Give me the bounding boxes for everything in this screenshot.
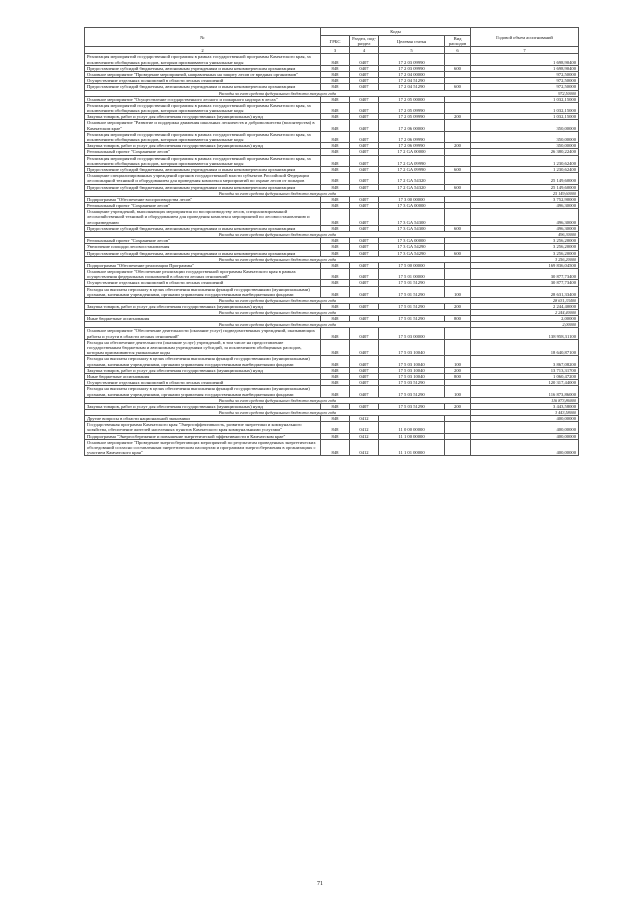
row-target: 17 5 03 51290 [379,403,445,409]
row-sum: 496,30000 [471,203,579,209]
table-row [85,102,579,113]
row-grbs: 848 [321,286,350,297]
page-number: 71 [317,881,323,887]
row-type: 200 [445,114,471,120]
row-grbs: 848 [321,380,350,386]
row-name: Реализация мероприятий государственной программы в рамках государственной программы Камчатского края, за исключением обобщенных расходов, которым присваиваются уникальные коды [85,131,321,142]
row-section: 0407 [350,225,379,231]
row-grbs: 848 [321,339,350,356]
row-sum: 400,00000 [471,422,579,433]
note-text: Расходы за счет средств федерального бюджета текущего года [85,232,471,238]
row-target: 17 3 00 00000 [379,196,445,202]
row-section: 0407 [350,149,379,155]
row-type [445,268,471,279]
row-sum: 3 256,20000 [471,250,579,256]
row-name: Осуществление отдельных полномочий в области лесных отношений [85,78,321,84]
row-target: 17 2 06 09990 [379,143,445,149]
row-type [445,102,471,113]
row-sum: 3 443,58000 [471,403,579,409]
row-name: Основное мероприятие "Проведение энергосберегающих мероприятий по результатам проведенных энергетических обследований согласно составленным энергетическим паспортам и программам энергосбережения в организациях с участием Камчатского края" [85,439,321,456]
row-sum: 1 230,62400 [471,167,579,173]
row-name: Предоставление субсидий бюджетным, автономным учреждениям и иным некоммерческим организациям [85,84,321,90]
row-section: 0407 [350,209,379,226]
row-name: Расходы на выплаты персоналу в целях обеспечения выполнения функций государственными (муниципальными) органами, казенными учреждениями, органами управления государственными внебюджетными фондами [85,286,321,297]
row-name: Расходы на выплаты персоналу в целях обеспечения выполнения функций государственными (муниципальными) органами, казенными учреждениями, органами управления государственными внебюджетными фондами [85,356,321,367]
row-section: 0407 [350,54,379,65]
row-grbs: 848 [321,373,350,379]
row-name: Основное мероприятие "Проведение мероприятий, направленных на защиту лесов от вредных организмов" [85,72,321,78]
row-target: 17 5 03 10040 [379,356,445,367]
row-section: 0407 [350,244,379,250]
row-sum: 350,00000 [471,120,579,131]
table-row [85,286,579,297]
row-sum: 1 698,90400 [471,54,579,65]
row-name: Увеличение площади лесовосстановления [85,244,321,250]
row-type: 200 [445,143,471,149]
row-target: 17 2 03 09990 [379,65,445,71]
row-target: 17 5 03 10040 [379,339,445,356]
header-num: № [85,28,321,47]
row-section: 0407 [350,380,379,386]
table-row [85,173,579,184]
row-sum: 25 149,60000 [471,173,579,184]
row-sum: 26 380,22400 [471,149,579,155]
row-target: 17 5 01 51290 [379,303,445,309]
row-sum: 13 713,31700 [471,367,579,373]
row-sum: 350,00000 [471,143,579,149]
row-target: 17 2 GA 09990 [379,167,445,173]
row-section: 0407 [350,131,379,142]
row-type: 100 [445,286,471,297]
row-name: Региональный проект "Сохранение лесов" [85,238,321,244]
row-grbs: 848 [321,268,350,279]
row-sum: 25 149,60000 [471,184,579,190]
row-type: 600 [445,250,471,256]
row-name: Предоставление субсидий бюджетным, автономным учреждениям и иным некоммерческим организациям [85,65,321,71]
row-sum: 3 256,20000 [471,244,579,250]
row-section: 0407 [350,328,379,339]
row-target: 17 5 03 00000 [379,328,445,339]
note-text: Расходы за счет средств федерального бюджета текущего года [85,322,471,328]
row-section: 0407 [350,84,379,90]
row-section: 0412 [350,439,379,456]
row-target: 17 2 04 51290 [379,84,445,90]
row-type [445,328,471,339]
table-row [85,439,579,456]
row-grbs: 848 [321,415,350,421]
row-grbs: 848 [321,203,350,209]
row-sum: 1 698,90400 [471,65,579,71]
row-target: 17 3 GA 54300 [379,225,445,231]
row-section: 0407 [350,78,379,84]
row-type [445,131,471,142]
table-row [85,120,579,131]
row-grbs: 848 [321,403,350,409]
row-type: 800 [445,316,471,322]
row-target: 17 2 04 00000 [379,72,445,78]
row-grbs: 848 [321,209,350,226]
row-grbs: 848 [321,238,350,244]
row-grbs: 848 [321,173,350,184]
row-sum: 30 877,73400 [471,268,579,279]
row-section: 0407 [350,72,379,78]
row-grbs: 848 [321,196,350,202]
note-sum: 972,50000 [471,90,579,96]
row-grbs: 848 [321,143,350,149]
row-section: 0407 [350,96,379,102]
row-section: 0407 [350,262,379,268]
row-sum: 3 752,90000 [471,196,579,202]
row-sum: 2,00000 [471,316,579,322]
row-grbs: 848 [321,184,350,190]
note-text: Расходы за счет средств федерального бюджета текущего года [85,397,471,403]
table-row [85,422,579,433]
row-target: 17 5 03 51290 [379,386,445,397]
row-sum: 1 032,15000 [471,96,579,102]
row-sum: 972,50000 [471,78,579,84]
row-name: Реализация мероприятий государственной программы в рамках государственной программы Камчатского края, за исключением обобщенных расходов, которым присваиваются уникальные коды [85,102,321,113]
row-type: 200 [445,367,471,373]
row-grbs: 848 [321,155,350,166]
row-name: Предоставление субсидий бюджетным, автономным учреждениям и иным некоммерческим организациям [85,250,321,256]
row-section: 0407 [350,268,379,279]
header-total: Годовой объем ассигнований [471,28,579,47]
table-row [85,209,579,226]
row-section: 0407 [350,250,379,256]
row-section: 0407 [350,143,379,149]
row-grbs: 848 [321,386,350,397]
row-section: 0407 [350,120,379,131]
row-type: 100 [445,356,471,367]
row-type: 200 [445,403,471,409]
note-text: Расходы за счет средств федерального бюджета текущего года [85,256,471,262]
row-sum: 350,00000 [471,131,579,142]
row-sum: 400,00000 [471,439,579,456]
row-sum: 116 873,86000 [471,386,579,397]
row-type [445,339,471,356]
row-target: 17 2 05 09990 [379,102,445,113]
row-grbs: 848 [321,72,350,78]
row-target: 17 2 GA 00000 [379,149,445,155]
row-section: 0407 [350,367,379,373]
row-section: 0412 [350,415,379,421]
col-number: 4 [350,47,379,54]
row-name: Предоставление субсидий бюджетным, автономным учреждениям и иным некоммерческим организациям [85,225,321,231]
row-sum: 3 867,08200 [471,356,579,367]
row-section: 0407 [350,196,379,202]
note-sum: 28 631,33400 [471,297,579,303]
row-grbs: 848 [321,262,350,268]
row-section: 0407 [350,386,379,397]
row-target: 17 2 GA 54320 [379,173,445,184]
row-name: Основное мероприятие "Обеспечение реализации государственной программы Камчатского края в рамках осуществления федеральных полномочий в области лесных отношений" [85,268,321,279]
row-grbs: 848 [321,114,350,120]
row-grbs: 848 [321,250,350,256]
row-name: Основное мероприятие "Обеспечение деятельности (оказание услуг) подведомственных учреждений, оказывающих работы и услуги в области лесных отношений" [85,328,321,339]
row-target: 17 5 01 51290 [379,280,445,286]
row-target: 17 5 03 10040 [379,367,445,373]
row-grbs: 848 [321,422,350,433]
row-sum: 138 958,31100 [471,328,579,339]
row-name: Иные бюджетные ассигнования [85,373,321,379]
note-sum: 3 443,58000 [471,409,579,415]
row-grbs: 848 [321,102,350,113]
row-name: Реализация мероприятий государственной программы в рамках государственной программы Камчатского края, за исключением обобщенных расходов, которым присваиваются уникальные коды [85,54,321,65]
row-type: 600 [445,65,471,71]
row-name: Государственная программа Камчатского края "Энергоэффективность, развитие энергетики и коммунального хозяйства, обеспечение жителей населенных пунктов Камчатского края коммунальными услугами" [85,422,321,433]
row-target: 17 3 GA 54290 [379,250,445,256]
note-text: Расходы за счет средств федерального бюджета текущего года [85,90,471,96]
row-target: 11 1 00 00000 [379,433,445,439]
row-type: 800 [445,373,471,379]
header-codes: Коды [321,28,471,36]
row-grbs: 848 [321,54,350,65]
row-sum: 496,30000 [471,209,579,226]
row-grbs: 848 [321,149,350,155]
budget-table-sheet [84,27,578,456]
row-section: 0407 [350,102,379,113]
note-text: Расходы за счет средств федерального бюджета текущего года [85,297,471,303]
row-grbs: 848 [321,280,350,286]
row-sum: 18 640,87100 [471,339,579,356]
row-target: 17 5 01 51290 [379,286,445,297]
table-row [85,268,579,279]
row-grbs: 848 [321,328,350,339]
row-sum: 169 836,04500 [471,262,579,268]
row-type: 600 [445,225,471,231]
row-grbs: 848 [321,225,350,231]
row-sum: 28 631,33400 [471,286,579,297]
row-grbs: 848 [321,78,350,84]
row-name: Основное мероприятие "Развитие и поддержка движения школьных лесничеств и добровольчества (волонтерства) в Камчатском крае" [85,120,321,131]
note-text: Расходы за счет средств федерального бюджета текущего года [85,310,471,316]
row-type: 600 [445,167,471,173]
header-target: Целевая статья [379,36,445,47]
header-type: Вид расходов [445,36,471,47]
budget-table [84,27,579,456]
row-section: 0412 [350,433,379,439]
table-row [85,356,579,367]
row-sum: 400,00000 [471,415,579,421]
table-row [85,328,579,339]
note-sum: 25 149,60000 [471,190,579,196]
row-section: 0407 [350,303,379,309]
note-text: Расходы за счет средств федерального бюджета текущего года [85,409,471,415]
row-target: 17 3 GA 54300 [379,209,445,226]
row-section: 0407 [350,339,379,356]
row-name: Осуществление отдельных полномочий в области лесных отношений [85,380,321,386]
header-section: Раздел, под-раздел [350,36,379,47]
row-type: 100 [445,386,471,397]
table-row [85,155,579,166]
table-body [85,54,579,456]
row-name: Закупка товаров, работ и услуг для обеспечения государственных (муниципальных) нужд [85,303,321,309]
row-name: Подпрограмма "Обеспечение реализации Программы" [85,262,321,268]
row-name: Предоставление субсидий бюджетным, автономным учреждениям и иным некоммерческим организациям [85,167,321,173]
row-target: 11 1 01 00000 [379,439,445,456]
row-section: 0407 [350,280,379,286]
row-section: 0407 [350,65,379,71]
row-type [445,54,471,65]
row-sum: 400,00000 [471,433,579,439]
row-section: 0412 [350,422,379,433]
note-sum: 116 873,86000 [471,397,579,403]
row-target: 17 2 GA 09990 [379,155,445,166]
row-grbs: 848 [321,131,350,142]
row-target: 11 0 00 00000 [379,422,445,433]
table-row [85,386,579,397]
row-section: 0407 [350,173,379,184]
row-target: 17 3 GA 00000 [379,238,445,244]
row-type [445,155,471,166]
row-name: Региональный проект "Сохранение лесов" [85,149,321,155]
row-type [445,209,471,226]
row-grbs: 848 [321,96,350,102]
row-name: Оснащение специализированных учреждений органов государственной власти субъектов Российской Федерации лесопожарной техникой и оборудованием для проведения комплекса мероприятий по охране лесов от пожаров [85,173,321,184]
row-grbs: 848 [321,439,350,456]
row-sum: 2 244,40000 [471,303,579,309]
row-target: 17 2 05 09990 [379,114,445,120]
row-section: 0407 [350,114,379,120]
row-type [445,173,471,184]
row-target: 17 2 GA 54320 [379,184,445,190]
row-grbs: 848 [321,65,350,71]
row-grbs: 848 [321,367,350,373]
table-row [85,54,579,65]
row-section: 0407 [350,184,379,190]
row-grbs: 848 [321,316,350,322]
row-sum: 1 032,15000 [471,102,579,113]
row-grbs: 848 [321,433,350,439]
row-grbs: 848 [321,167,350,173]
row-target: 17 5 01 00000 [379,268,445,279]
row-target: 17 2 06 09990 [379,131,445,142]
column-number-row [85,47,579,54]
row-type: 200 [445,303,471,309]
col-number: 3 [321,47,350,54]
row-name: Предоставление субсидий бюджетным, автономным учреждениям и иным некоммерческим организациям [85,184,321,190]
row-grbs: 848 [321,356,350,367]
row-name: Подпрограмма "Обеспечение воспроизводства лесов" [85,196,321,202]
row-type: 600 [445,184,471,190]
note-sum: 2 244,40000 [471,310,579,316]
row-target: 17 5 00 00000 [379,262,445,268]
header-grbs: ГРБС [321,36,350,47]
note-sum: 496,30000 [471,232,579,238]
row-target: 17 2 04 51290 [379,78,445,84]
row-name: Расходы на обеспечение деятельности (оказание услуг) учреждений, в том числе на предоставление государственным бюджетным и автономным учреждениям субсидий, за исключением обобщенных расходов, которым присваиваются уникальные коды [85,339,321,356]
row-grbs: 848 [321,303,350,309]
row-name: Осуществление отдельных полномочий в области лесных отношений [85,280,321,286]
row-target: 17 5 03 51290 [379,380,445,386]
table-row [85,131,579,142]
row-section: 0407 [350,203,379,209]
row-section: 0407 [350,155,379,166]
row-name: Расходы на выплаты персоналу в целях обеспечения выполнения функций государственными (муниципальными) органами, казенными учреждениями, органами управления государственными внебюджетными фондами [85,386,321,397]
row-grbs: 848 [321,120,350,131]
row-sum: 30 877,73400 [471,280,579,286]
row-name: Подпрограмма "Энергосбережение и повышение энергетической эффективности в Камчатском крае" [85,433,321,439]
row-target: 17 5 01 51290 [379,316,445,322]
table-row [85,339,579,356]
row-sum: 972,50000 [471,84,579,90]
row-target: 17 2 06 00000 [379,120,445,131]
row-section: 0407 [350,356,379,367]
row-type [445,422,471,433]
row-section: 0407 [350,403,379,409]
row-sum: 1 060,47200 [471,373,579,379]
row-section: 0407 [350,316,379,322]
row-name: Иные бюджетные ассигнования [85,316,321,322]
row-name: Оснащение учреждений, выполняющих мероприятия по воспроизводству лесов, специализированной лесохозяйственной техникой и оборудованием для проведения комплекса мероприятий по лесовосстановлению и лесоразведению [85,209,321,226]
row-target: 17 2 05 00000 [379,96,445,102]
row-type: 600 [445,84,471,90]
col-number: 2 [85,47,321,54]
row-sum: 972,50000 [471,72,579,78]
col-number: 6 [445,47,471,54]
row-section: 0407 [350,373,379,379]
row-name: Закупка товаров, работ и услуг для обеспечения государственных (муниципальных) нужд [85,114,321,120]
row-type [445,439,471,456]
row-sum: 1 032,15000 [471,114,579,120]
row-section: 0407 [350,238,379,244]
row-name: Закупка товаров, работ и услуг для обеспечения государственных (муниципальных) нужд [85,403,321,409]
note-sum: 3 256,20000 [471,256,579,262]
row-name: Закупка товаров, работ и услуг для обеспечения государственных (муниципальных) нужд [85,143,321,149]
row-type [445,120,471,131]
col-number: 7 [471,47,579,54]
row-section: 0407 [350,286,379,297]
row-target: 17 3 GA 54290 [379,244,445,250]
row-name: Основное мероприятие "Осуществление государственного лесного и пожарного надзора в лесах" [85,96,321,102]
row-target: 17 3 GA 00000 [379,203,445,209]
row-grbs: 848 [321,84,350,90]
row-sum: 120 317,44000 [471,380,579,386]
row-target: 17 2 03 09990 [379,54,445,65]
col-number: 5 [379,47,445,54]
row-target: 17 5 03 10040 [379,373,445,379]
note-text: Расходы за счет средств федерального бюджета текущего года [85,190,471,196]
row-name: Закупка товаров, работ и услуг для обеспечения государственных (муниципальных) нужд [85,367,321,373]
row-name: Региональный проект "Сохранение лесов" [85,203,321,209]
row-sum: 496,30000 [471,225,579,231]
row-name: Другие вопросы в области национальной экономики [85,415,321,421]
row-grbs: 848 [321,244,350,250]
note-sum: 2,00000 [471,322,579,328]
row-sum: 3 256,20000 [471,238,579,244]
row-name: Реализация мероприятий государственной программы в рамках государственной программы Камчатского края, за исключением обобщенных расходов, которым присваиваются уникальные коды [85,155,321,166]
row-section: 0407 [350,167,379,173]
row-sum: 1 230,62400 [471,155,579,166]
